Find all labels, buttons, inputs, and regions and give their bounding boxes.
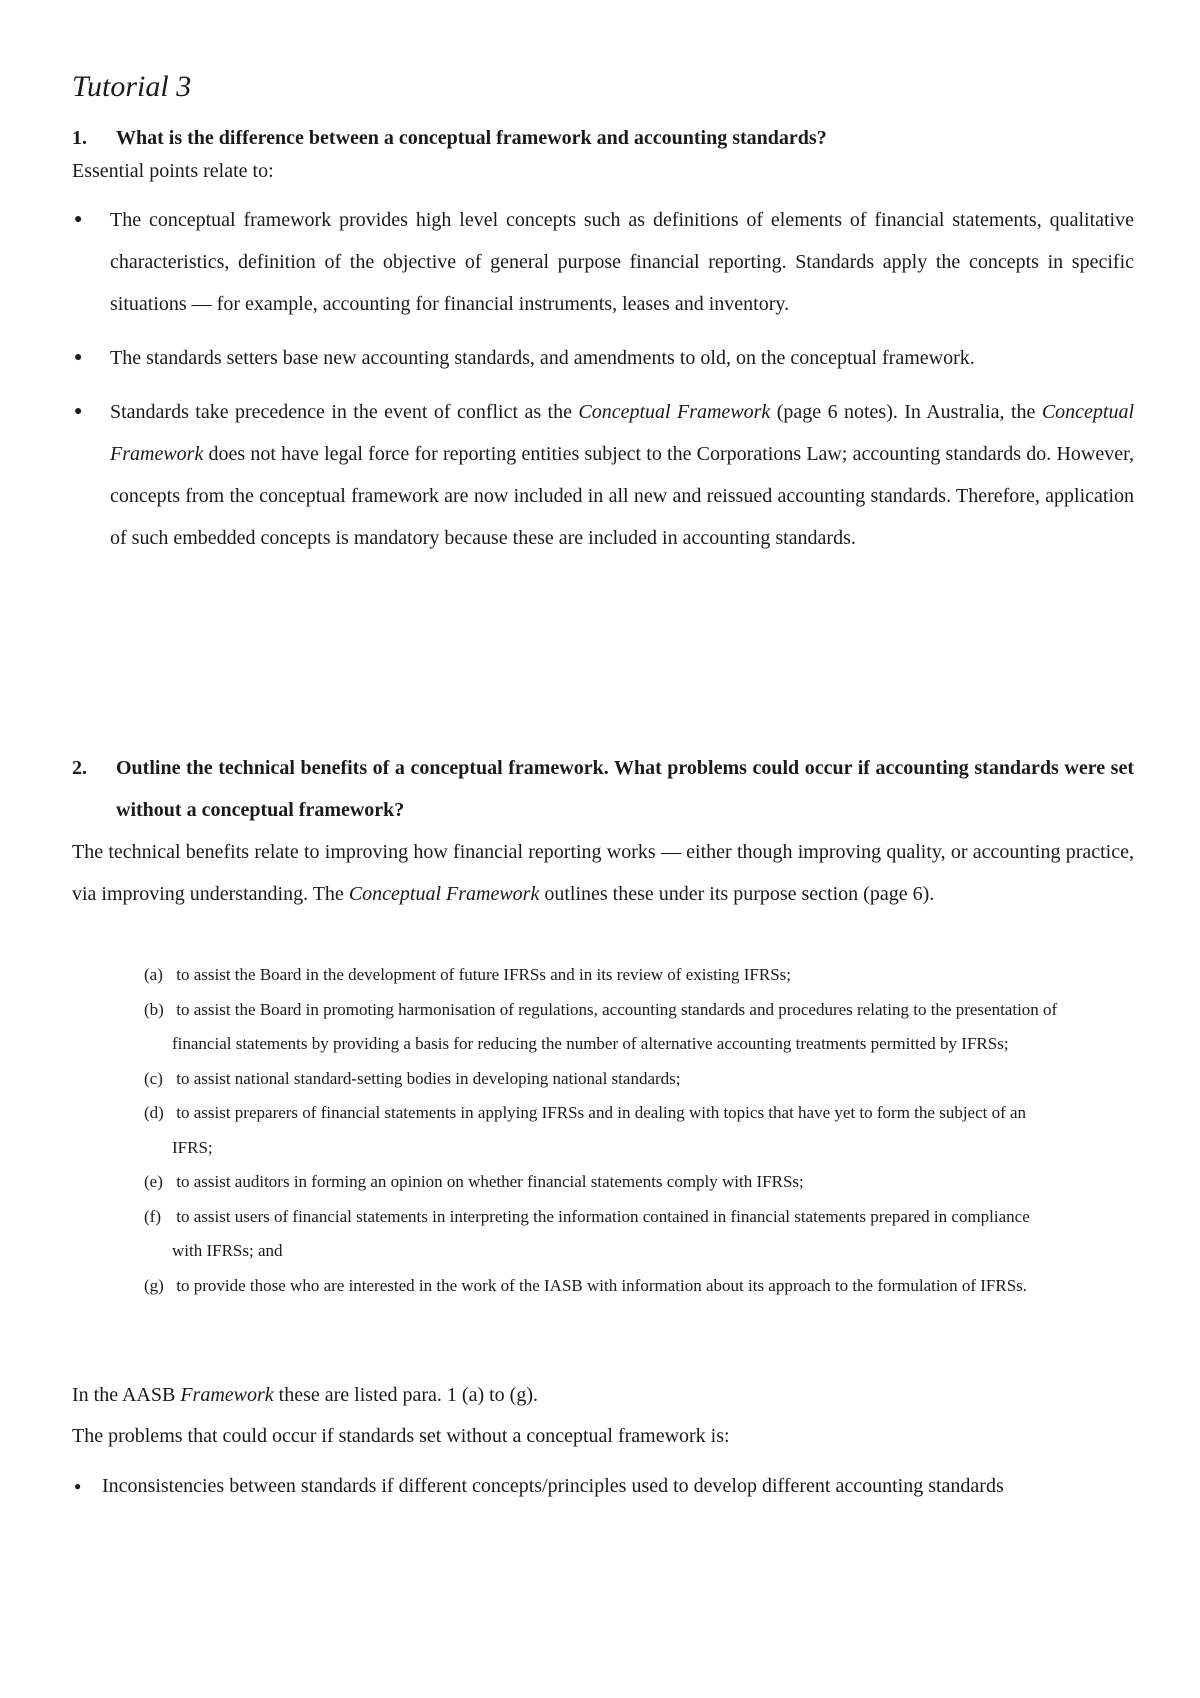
q1-intro: Essential points relate to: (72, 160, 274, 182)
framework-title: Conceptual Framework (578, 401, 771, 423)
list-item (144, 1096, 1064, 1165)
list-item (72, 1465, 1134, 1507)
item-text: to assist national standard-setting bodies in developing national standards; (176, 1068, 681, 1088)
bullet-text: The conceptual framework provides high level concepts such as definitions of elements of financial statements, qualitative characteristics, definition of the objective of general purpose financial reporting. Standards apply the concepts in specific situations — for example, accounting for financial instruments, leases and inventory. (110, 209, 1134, 315)
list-item (72, 391, 1134, 559)
item-text: to provide those who are interested in the work of the IASB with information about its approach to the formulation of IFRSs. (176, 1275, 1028, 1295)
list-item (144, 1062, 1064, 1097)
bullet-text: The standards setters base new accounting standards, and amendments to old, on the conceptual framework. (110, 347, 975, 369)
item-text: to assist preparers of financial statements in applying IFRSs and in dealing with topics that have yet to form the subject of an IFRS; (172, 1103, 1027, 1157)
item-label: (d) (144, 1103, 164, 1122)
item-label: (f) (144, 1206, 161, 1226)
bullet-icon: ● (74, 350, 83, 365)
bullet-text (110, 391, 1134, 559)
framework-title: Conceptual Framework (348, 883, 540, 905)
list-item (144, 1200, 1064, 1269)
q2-intro-part: The technical benefits relate to improving how financial reporting works — either though improving quality, or accounting practice, via improving understanding. The (72, 841, 1134, 905)
bullet-text-part: does not have legal force for reporting entities subject to the Corporations Law; accounting standards do. However, concepts from the conceptual framework are now included in all new and reissued accounting standards. Therefore, application of such embedded concepts is mandatory because these are included in accounting standards. (110, 443, 1134, 549)
framework-title: Framework (180, 1384, 274, 1406)
item-label: (b) (144, 999, 164, 1019)
list-item (144, 993, 1064, 1062)
aasb-note-part: In the AASB (72, 1384, 181, 1406)
q2-intro (72, 831, 1134, 915)
framework-title: Conceptual Framework (110, 401, 1135, 465)
aasb-note-part: these are listed para. 1 (a) to (g). (273, 1384, 538, 1406)
q1-bullet-list (72, 199, 1134, 571)
page-title: Tutorial 3 (72, 70, 192, 103)
list-item (72, 337, 1134, 379)
item-text: to assist users of financial statements in interpreting the information contained in financial statements prepared in compliance with IFRSs; and (172, 1206, 1030, 1260)
question-2-number: 2. (72, 757, 87, 779)
question-1-number: 1. (72, 127, 87, 149)
problems-list (72, 1465, 1134, 1507)
item-label: (g) (144, 1275, 164, 1295)
item-text: to assist auditors in forming an opinion on whether financial statements comply with IFRSs; (176, 1172, 804, 1191)
bullet-text-part: Standards take precedence in the event of conflict as the (110, 401, 579, 423)
bullet-icon: ● (74, 404, 83, 419)
purpose-list (144, 958, 1064, 1303)
problems-intro: The problems that could occur if standards set without a conceptual framework is: (72, 1425, 730, 1447)
question-2-text: Outline the technical benefits of a conceptual framework. What problems could occur if accounting standards were set without a conceptual framework? (116, 757, 1134, 821)
question-1-text: What is the difference between a conceptual framework and accounting standards? (116, 127, 827, 149)
list-item (144, 958, 1064, 993)
question-2 (72, 747, 1134, 831)
item-text: to assist the Board in promoting harmonisation of regulations, accounting standards and procedures relating to the presentation of financial statements by providing a basis for reducing the number of alternative accounting treatments permitted by IFRSs; (172, 999, 1058, 1053)
list-item (144, 1269, 1064, 1304)
bullet-text-part: (page 6 notes). In Australia, the (770, 401, 1042, 423)
item-label: (e) (144, 1172, 163, 1191)
q2-intro-part: outlines these under its purpose section (page 6). (539, 883, 935, 905)
bullet-icon: ● (74, 1479, 82, 1493)
list-item (72, 199, 1134, 325)
item-label: (a) (144, 965, 163, 984)
aasb-note (72, 1374, 538, 1416)
item-label: (c) (144, 1068, 163, 1088)
item-text: to assist the Board in the development of future IFRSs and in its review of existing IFRSs; (176, 965, 792, 984)
list-item (144, 1165, 1064, 1200)
bullet-icon: ● (74, 212, 83, 227)
bullet-text: Inconsistencies between standards if different concepts/principles used to develop different accounting standards (102, 1475, 1004, 1497)
